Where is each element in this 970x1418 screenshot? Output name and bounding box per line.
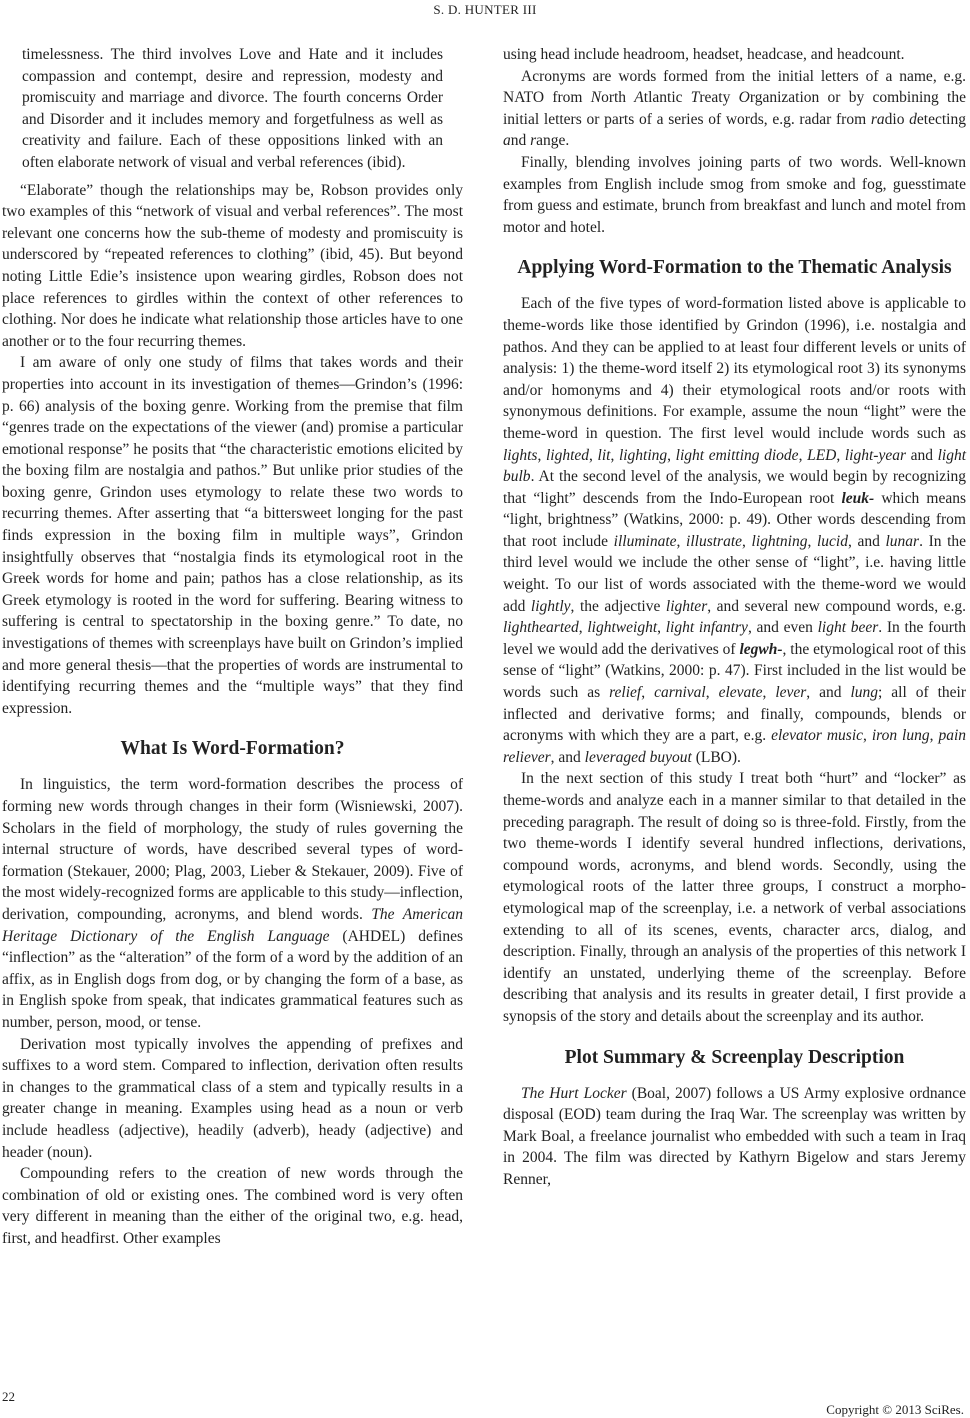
text-run: ange. (536, 132, 570, 150)
text-run: Each of the five types of word-formation listed above is applicable to theme-words like those identified by Grindon (1996), i.e. nostalgia and pathos. And they can be applied to at least four different levels or units of analysis: 1) the theme-word itself 2) its etymological root 3) its synonyms and/or homonyms and 4) their etymological roots and/or roots with synonymous definitions. For example, assume the noun “light” were the theme-word in question. The first level would include words such as (503, 295, 966, 442)
text-run: nd (510, 132, 531, 150)
text-run: , the adjective (570, 597, 666, 615)
running-head: S. D. HUNTER III (433, 2, 537, 17)
italic-word: light-year (844, 446, 906, 464)
text-run: In linguistics, the term word-formation describes the process of forming new words through changes in their form (Wisniewski, 2007). Scholars in the field of morphology, the study of rules governing the internal structure of words, have described several types of word-formation (Stekauer, 2000; Plag, 2003, Lieber & Stekauer, 2009). Five of the most widely-recognized forms are applicable to this study—inflection, derivation, compounding, acronyms, and blend words. (2, 776, 463, 923)
italic-word: LED (807, 446, 837, 464)
italic-word: pain reliever (503, 727, 967, 766)
right-column (503, 44, 966, 1191)
text-run: . In the third level would we include the other sense of “light”, i.e. having little weight. To our list of words associated with the theme-word we would add (503, 532, 967, 615)
text-run: rganization or by combining the initial letters or parts of a series of words, e.g. radar from (503, 89, 966, 128)
paragraph (503, 1083, 966, 1191)
left-column (2, 44, 463, 1249)
text-run: (Boal, 2007) follows a US Army explosive ordnance disposal (EOD) team during the Iraq War. The screenplay was written by Mark Boal, a freelance journalist who embedded with such a team in Iraq in 2004. The film was directed by Kathyrn Bigelow and stars Jeremy Renner, (503, 1084, 966, 1188)
text-run: dio (884, 110, 910, 128)
italic-word: illustrate (686, 532, 743, 550)
italic-word: lighting (618, 446, 668, 464)
italic-word: carnival (654, 684, 706, 702)
paragraph: Finally, blending involves joining parts of two words. Well-known examples from English include smog from smoke and fog, guesstimate from guess and estimate, brunch from breakfast and lunch and motel from motor and hotel. (503, 153, 966, 236)
block-quote: timelessness. The third involves Love and Hate and it includes compassion and contempt, desire and repression, modesty and promiscuity and marriage and divorce. The fourth concerns Order and Disorder and it includes memory and forgetfulness as well as creativity and failure. Each of these oppositions linked with an often elaborate network of visual and verbal references (ibid). (22, 46, 443, 171)
italic-letter: A (634, 89, 644, 107)
paragraph: In the next section of this study I treat both “hurt” and “locker” as theme-words and analyze each in a manner similar to that detailed in the preceding paragraph. The result of doing so is three-fold. Firstly, from the two theme-words I identify several hundred inflections, derivations, compound words, acronyms, and blend words. Secondly, using the etymological roots of the latter three groups, I construct a morpho-etymological map of the screenplay, i.e. a network of verbal associations extending to all of its scenes, events, character arcs, dialog, and description. Finally, through an analysis of the properties of this network I identify an unstated, underlying theme of the screenplay. Before describing that analysis and its results in greater detail, I first provide a synopsis of the story and details about the screenplay and its author. (503, 770, 966, 1025)
text-run: , the etymological root of this sense of “light” (Watkins, 2000: p. 47). First included in the list would be words such as (503, 640, 966, 702)
text-run: reaty (699, 89, 739, 107)
italic-word: relief (609, 684, 642, 702)
text-run: ; all of their inflected and derivative forms; and finally, compounds, blends or acronyms with which they are a part, e.g. (503, 684, 967, 745)
italic-word: lighter (665, 597, 708, 615)
italic-word: light bulb (503, 446, 967, 486)
italic-letter: T (690, 89, 700, 107)
italic-word: light infantry (665, 619, 748, 637)
paragraph: Each of the five types of word-formation listed above is applicable to theme-words like those identified by Grindon (1996), i.e. nostalgia and pathos. And they can be applied to at least four different levels or units of analysis: 1) the theme-word itself 2) its etymological root 3) its synonyms and/or homonyms and 4) their etymological roots and/or roots with synonymous definitions. For example, assume the noun “light” were the theme-word in question. The first level would include words such as lights, lighted, lit, lighting, light emitting diode, LED, light-year and light bulb. At the second level of the analysis, we would begin by recognizing that “light” descends from the Indo-European root leuk- which means “light, brightness” (Watkins, 2000: p. 49). Other words descending from that root include illuminate, illustrate, lightning, lucid, and lunar. In the third level would we include the other sense of “light”, i.e. having little weight. To our list of words associated with the theme-word we would add lightly, the adjective lighter, and several new compound words, e.g. lighthearted, lightweight, light infantry, and even light beer. In the fourth level we would add the derivatives of legwh-, the etymological root of this sense of “light” (Watkins, 2000: p. 47). First included in the list would be words such as relief, carnival, elevate, lever, and lung; all of their inflected and derivative forms; and finally, compounds, blends or acronyms with which they are a part, e.g. elevator music, iron lung, pain reliever, and leveraged buyout (LBO). (503, 295, 967, 766)
italic-word: leveraged buyout (584, 748, 692, 766)
italic-title: The Hurt Locker (521, 1084, 627, 1102)
italic-word: lung (850, 684, 879, 702)
italic-word: lights (503, 446, 538, 464)
italic-word: lightning (751, 532, 808, 550)
text-run: orth (601, 89, 635, 107)
text-run: Acronyms are words formed from the initial letters of a name, e.g. NATO from (503, 67, 966, 107)
text-run: (LBO). (691, 748, 741, 766)
paragraph: Derivation most typically involves the appending of prefixes and suffixes to a word stem. Compared to inflection, derivation often results in changes to the grammatical class of a stem and typically results in a greater change in meaning. Examples using head as a noun or verb include headless (adjective), headily (adverb), heady (adjective) and header (noun). (2, 1035, 463, 1161)
text-run: , and even (747, 619, 818, 637)
text-run: which means “light, brightness” (Watkins, 2000: p. 49). Other words descending from that root include (503, 489, 966, 550)
text-run: , and several new compound words, e.g. (707, 597, 966, 615)
italic-letter: d (909, 110, 917, 128)
italic-word: lighted (545, 446, 590, 464)
italic-letter: N (590, 89, 602, 107)
italic-word: lightly (530, 597, 571, 615)
section-heading: Applying Word-Formation to the Thematic Analysis (517, 257, 952, 279)
paragraph: Compounding refers to the creation of new words through the combination of old or existing ones. The combined word is very often very different in meaning than the either of the original two, e.g. head, first, and headfirst. Other examples (2, 1165, 463, 1247)
text-run: tlantic (643, 89, 691, 107)
bold-italic-root: legwh- (739, 640, 783, 658)
italic-word: lit (597, 446, 611, 464)
text-run: . At the second level of the analysis, we would begin by recognizing that “light” descends from the Indo-European root (503, 468, 966, 507)
italic-word: iron lung (871, 727, 930, 745)
bold-italic-root: leuk- (841, 489, 875, 507)
italic-word: illuminate (613, 532, 677, 550)
italic-title: The American Heritage Dictionary of the English Language (2, 905, 464, 945)
text-run: (AHDEL) defines “inflection” as the “alteration” of the form of a word by the addition of an affix, as in English dogs from dog, or by changing the form of a base, as in English spoke from speak, that indicates grammatical features such as number, person, mood, or tense. (2, 927, 463, 1031)
copyright: Copyright © 2013 SciRes. (826, 1402, 964, 1417)
paragraph: “Elaborate” though the relationships may be, Robson provides only two examples of this “network of visual and verbal references”. The most relevant one concerns how the sub-theme of modesty and promiscuity is underscored by “repeated references to clothing” (ibid, 45). But beyond noting Little Edie’s insistence upon wearing girdles, Robson does not place references to girdles within the context of other references to clothing. Nor does he indicate what relationship those articles have to one another or to the four recurring themes. (2, 181, 463, 350)
section-heading: What Is Word-Formation? (120, 738, 345, 760)
paragraph (503, 66, 966, 152)
paragraph (2, 774, 463, 1033)
text-run: etecting (916, 110, 966, 128)
italic-letter: r (530, 132, 537, 150)
page-number: 22 (2, 1389, 15, 1404)
paragraph: using head include headroom, headset, headcase, and headcount. (503, 46, 905, 63)
italic-word: light beer (817, 619, 879, 637)
italic-word: light emitting diode (675, 446, 799, 464)
italic-letter: O (738, 89, 750, 107)
italic-word: lever (775, 684, 807, 702)
italic-letter: ra (870, 110, 885, 128)
italic-word: lunar (885, 532, 920, 550)
text-run: . In the fourth level we would add the derivatives of (503, 619, 967, 658)
section-heading: Plot Summary & Screenplay Description (564, 1046, 905, 1068)
italic-letter: a (503, 132, 511, 150)
italic-word: elevate (718, 684, 763, 702)
paragraph: I am aware of only one study of films that takes words and their properties into account in its investigation of themes—Grindon’s (1996: p. 66) analysis of the boxing genre. Working from the premise that film “genres trade on the expectations of the viewer (and) promise a particular emotional response” he posits that “the characteristic emotions elicited by the boxing film are nostalgia and pathos.” But unlike prior studies of the boxing genre, Grindon uses etymology to relate these two words to recurring themes. After asserting that “a bittersweet longing for the past finds expression in the boxing film in multiple ways”, Grindon insightfully observes that “nostalgia finds its etymological root in the Greek words for home and pain; pathos has a close relationship, as its Greek etymology is rooted in the word for suffering. Bearing witness to suffering is central to spectatorship in the boxing genre.” To date, no investigations of themes with screenplays have built on Grindon’s implied and more general thesis—that the properties of words are instrumental to identifying recurring themes and the “multiple ways” that they find expression. (2, 354, 463, 717)
italic-word: lucid (817, 532, 848, 550)
italic-word: lighthearted (503, 619, 579, 637)
italic-word: lightweight (587, 619, 658, 637)
italic-word: elevator music (771, 727, 864, 745)
